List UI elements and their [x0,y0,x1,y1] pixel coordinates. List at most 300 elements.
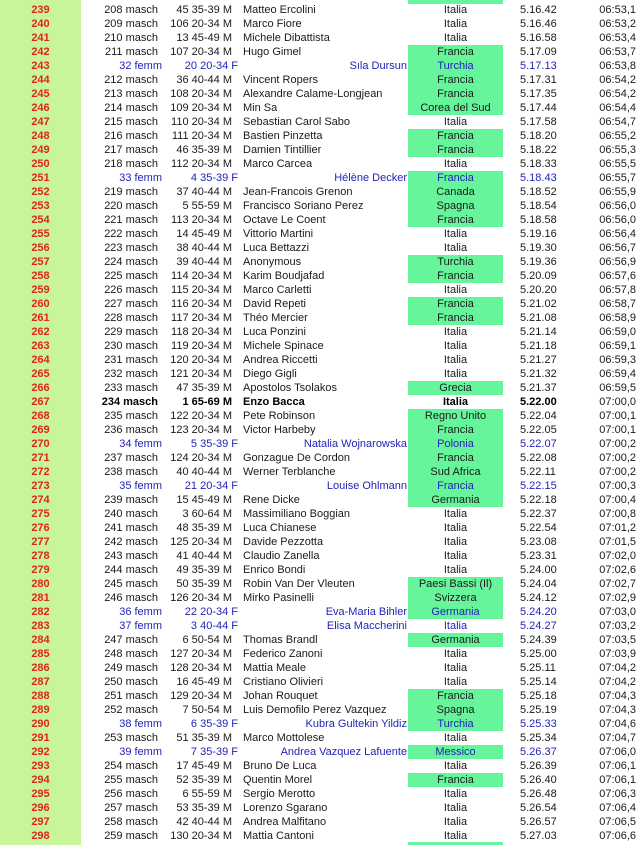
result-row [0,115,640,129]
nationality: Italia [443,788,468,800]
pace: 06:59,0 [599,326,636,338]
result-row [0,549,640,563]
pace: 07:02,9 [599,592,636,604]
gender-rank: 238 masch [104,466,158,478]
finish-time: 5.19.16 [520,228,557,240]
gender-rank: 248 masch [104,648,158,660]
athlete-name: Andrea Malfitano [243,816,327,828]
finish-time: 5.17.44 [520,102,557,114]
category-rank: 38 40-44 M [176,242,232,254]
overall-rank: 252 [31,186,50,198]
category-rank: 42 40-44 M [176,816,232,828]
pace: 06:59,3 [599,354,636,366]
athlete-name: Davide Pezzotta [243,536,324,548]
finish-time: 5.16.58 [520,32,557,44]
pace: 06:56,9 [599,256,636,268]
category-rank: 110 20-34 M [171,116,232,128]
overall-rank: 246 [31,102,50,114]
category-rank: 51 35-39 M [176,732,232,744]
pace: 06:56,0 [599,214,636,226]
finish-time: 5.22.15 [520,480,557,492]
nationality: Italia [443,522,468,534]
result-row [0,689,640,703]
category-rank: 106 20-34 M [170,18,232,30]
finish-time: 5.18.33 [520,158,557,170]
finish-time: 5.22.00 [520,396,557,408]
category-rank: 48 35-39 M [176,522,232,534]
pace: 07:04,6 [599,718,636,730]
category-rank: 36 40-44 M [176,74,232,86]
finish-time: 5.24.00 [520,564,557,576]
athlete-name: Vincent Ropers [243,74,319,86]
overall-rank: 278 [31,550,50,562]
gender-rank: 225 masch [104,270,158,282]
category-rank: 21 20-34 F [184,480,238,492]
finish-time: 5.21.32 [520,368,557,380]
athlete-name: Marco Carletti [243,284,312,296]
overall-rank: 260 [31,298,50,310]
category-rank: 13 45-49 M [176,32,232,44]
overall-rank: 257 [31,256,50,268]
gender-rank: 227 masch [104,298,158,310]
athlete-name: Sebastian Carol Sabo [243,116,351,128]
finish-time: 5.25.19 [520,704,557,716]
athlete-name: Enzo Bacca [243,396,305,408]
gender-rank: 252 masch [104,704,158,716]
finish-time: 5.22.04 [520,410,557,422]
overall-rank: 242 [31,46,50,58]
athlete-name: Sergio Merotto [243,788,316,800]
category-rank: 37 40-44 M [176,186,232,198]
result-row [0,143,640,157]
pace: 07:00,1 [599,424,636,436]
category-rank: 47 35-39 M [176,382,232,394]
overall-rank: 243 [31,60,50,72]
finish-time: 5.18.58 [520,214,557,226]
gender-rank: 214 masch [104,102,158,114]
gender-rank: 212 masch [104,74,158,86]
finish-time: 5.22.11 [520,466,556,478]
overall-rank: 250 [31,158,50,170]
nationality: Italia [443,564,468,576]
result-row [0,577,640,591]
overall-rank: 240 [31,18,50,30]
pace: 07:02,7 [599,578,636,590]
result-row [0,507,640,521]
finish-time: 5.27.03 [520,830,557,842]
pace: 06:54,7 [599,116,636,128]
pace: 06:55,7 [599,172,636,184]
athlete-name: Mattia Meale [243,662,306,674]
category-rank: 127 20-34 M [170,648,232,660]
finish-time: 5.25.18 [520,690,557,702]
category-rank: 39 40-44 M [176,256,232,268]
pace: 07:04,2 [599,662,636,674]
pace: 07:00,8 [599,508,636,520]
finish-time: 5.18.20 [520,130,557,142]
category-rank: 116 20-34 M [171,298,232,310]
gender-rank: 33 femm [119,172,162,184]
nationality: Italia [443,760,468,772]
pace: 07:06,0 [599,746,636,758]
result-row [0,773,640,787]
gender-rank: 246 masch [104,592,158,604]
finish-time: 5.24.12 [520,592,557,604]
nationality: Francia [408,73,503,87]
nationality: Francia [408,297,503,311]
overall-rank: 268 [31,410,50,422]
finish-time: 5.24.39 [520,634,557,646]
overall-rank: 256 [31,242,50,254]
athlete-name: Anonymous [243,256,302,268]
finish-time: 5.24.20 [520,606,557,618]
nationality: Germania [408,493,503,507]
result-row [0,535,640,549]
nationality: Regno Unito [408,409,503,423]
result-row [0,465,640,479]
nationality: Corea del Sud [408,101,503,115]
overall-rank: 265 [31,368,50,380]
category-rank: 5 35-39 F [190,438,238,450]
gender-rank: 249 masch [104,662,158,674]
pace: 06:53,2 [599,18,636,30]
athlete-name: Bastien Pinzetta [243,130,323,142]
pace: 06:55,3 [599,144,636,156]
category-rank: 40 40-44 M [176,466,232,478]
nationality: Grecia [408,381,503,395]
athlete-name: Enrico Bondi [243,564,306,576]
finish-time: 5.26.54 [520,802,557,814]
finish-time: 5.17.13 [520,60,557,72]
athlete-name: Luca Chianese [243,522,317,534]
pace: 06:56,4 [599,228,636,240]
nationality: Italia [442,396,469,408]
pace: 07:06,1 [599,774,636,786]
finish-time: 5.18.43 [520,172,557,184]
overall-rank: 296 [31,802,50,814]
result-row [0,227,640,241]
overall-rank: 292 [31,746,50,758]
nationality: Italia [443,228,468,240]
nationality: Italia [443,732,468,744]
finish-time: 5.17.58 [520,116,557,128]
nationality: Italia [443,32,468,44]
athlete-name: Théo Mercier [243,312,308,324]
category-rank: 41 40-44 M [176,550,232,562]
result-row [0,675,640,689]
gender-rank: 229 masch [104,326,158,338]
overall-rank: 263 [31,340,50,352]
finish-time: 5.22.07 [520,438,557,450]
finish-time: 5.25.00 [520,648,557,660]
result-row [0,815,640,829]
result-row [0,353,640,367]
finish-time: 5.25.11 [520,662,556,674]
category-rank: 1 65-69 M [182,396,232,408]
gender-rank: 226 masch [104,284,158,296]
overall-rank: 295 [31,788,50,800]
result-row [0,255,640,269]
result-row [0,801,640,815]
overall-rank: 276 [31,522,50,534]
athlete-name: Pete Robinson [243,410,316,422]
athlete-name: Lorenzo Sgarano [243,802,328,814]
athlete-name: Gonzague De Cordon [243,452,351,464]
finish-time: 5.17.09 [520,46,557,58]
nationality: Francia [408,213,503,227]
category-rank: 22 20-34 F [184,606,238,618]
nationality: Germania [408,633,503,647]
overall-rank: 262 [31,326,50,338]
result-row [0,311,640,325]
result-row [0,563,640,577]
finish-time: 5.22.05 [520,424,557,436]
athlete-name: Luca Ponzini [243,326,306,338]
gender-rank: 211 masch [105,46,158,58]
overall-rank: 280 [31,578,50,590]
gender-rank: 241 masch [104,522,158,534]
nationality: Italia [443,368,468,380]
result-row [0,129,640,143]
nationality: Italia [443,830,468,842]
result-row [0,269,640,283]
category-rank: 7 50-54 M [182,704,232,716]
finish-time: 5.26.40 [520,774,557,786]
result-row [0,605,640,619]
athlete-name: Mattia Cantoni [243,830,314,842]
athlete-name: Rene Dicke [243,494,300,506]
pace: 06:55,9 [599,186,636,198]
category-rank: 130 20-34 M [170,830,232,842]
overall-rank: 272 [31,466,50,478]
pace: 06:56,7 [599,242,636,254]
overall-rank: 287 [31,676,50,688]
result-row [0,395,640,409]
gender-rank: 233 masch [104,382,158,394]
pace: 06:54,4 [599,102,636,114]
pace: 07:01,5 [599,536,636,548]
overall-rank: 258 [31,270,50,282]
nationality: Turchia [408,717,503,731]
pace: 06:59,4 [599,368,636,380]
pace: 06:53,7 [599,46,636,58]
result-row [0,437,640,451]
overall-rank: 244 [31,74,50,86]
pace: 06:58,7 [599,298,636,310]
category-rank: 14 45-49 M [176,228,232,240]
overall-rank: 261 [31,312,50,324]
result-row [0,367,640,381]
gender-rank: 256 masch [104,788,158,800]
athlete-name: Robin Van Der Vleuten [243,578,355,590]
athlete-name: Matteo Ercolini [243,4,316,16]
category-rank: 50 35-39 M [176,578,232,590]
category-rank: 46 35-39 M [176,144,232,156]
gender-rank: 243 masch [104,550,158,562]
pace: 06:53,8 [599,60,636,72]
finish-time: 5.20.20 [520,284,557,296]
gender-rank: 245 masch [104,578,158,590]
overall-rank: 245 [31,88,50,100]
nationality: Italia [443,648,468,660]
athlete-name: Bruno De Luca [243,760,317,772]
finish-time: 5.22.54 [520,522,557,534]
result-row [0,59,640,73]
athlete-name: Octave Le Coent [243,214,326,226]
category-rank: 122 20-34 M [170,410,232,422]
athlete-name: Sıla Dursun [349,60,407,72]
finish-time: 5.26.39 [520,760,557,772]
gender-rank: 237 masch [104,452,158,464]
result-row [0,185,640,199]
finish-time: 5.21.08 [520,312,557,324]
athlete-name: Johan Rouquet [243,690,318,702]
athlete-name: Andrea Riccetti [243,354,318,366]
category-rank: 4 35-39 F [190,172,238,184]
overall-rank: 254 [31,214,50,226]
pace: 07:06,1 [599,760,636,772]
gender-rank: 221 masch [104,214,158,226]
gender-rank: 38 femm [119,718,162,730]
pace: 06:54,2 [599,74,636,86]
result-row [0,45,640,59]
gender-rank: 36 femm [119,606,162,618]
finish-time: 5.16.42 [520,4,557,16]
overall-rank: 297 [31,816,50,828]
result-row [0,283,640,297]
result-row [0,731,640,745]
athlete-name: Min Sa [243,102,278,114]
category-rank: 109 20-34 M [170,102,232,114]
nationality: Francia [408,311,503,325]
nationality: Francia [408,451,503,465]
nationality: Canada [408,185,503,199]
category-rank: 112 20-34 M [171,158,232,170]
athlete-name: Federico Zanoni [243,648,323,660]
nationality: Italia [443,116,468,128]
overall-rank: 255 [31,228,50,240]
result-row [0,31,640,45]
gender-rank: 219 masch [104,186,158,198]
result-row [0,87,640,101]
category-rank: 6 55-59 M [182,788,232,800]
results-table [0,3,640,843]
finish-time: 5.25.33 [520,718,557,730]
pace: 06:55,5 [599,158,636,170]
finish-time: 5.17.35 [520,88,557,100]
category-rank: 15 45-49 M [176,494,232,506]
category-rank: 129 20-34 M [170,690,232,702]
result-row [0,521,640,535]
result-row [0,3,640,17]
nationality: Paesi Bassi (Il) [408,577,503,591]
pace: 07:06,5 [599,816,636,828]
overall-rank: 266 [31,382,50,394]
pace: 07:03,2 [599,620,636,632]
overall-rank: 270 [31,438,50,450]
finish-time: 5.21.14 [520,326,557,338]
nationality: Italia [443,662,468,674]
result-row [0,633,640,647]
category-rank: 121 20-34 M [170,368,232,380]
nationality: Italia [443,816,468,828]
pace: 07:00,2 [599,452,636,464]
finish-time: 5.26.48 [520,788,557,800]
overall-rank: 277 [31,536,50,548]
overall-rank: 294 [31,774,50,786]
pace: 07:04,3 [599,690,636,702]
finish-time: 5.26.37 [520,746,557,758]
overall-rank: 285 [31,648,50,660]
gender-rank: 218 masch [104,158,158,170]
nationality: Italia [443,620,468,632]
pace: 07:04,2 [599,676,636,688]
finish-time: 5.21.02 [520,298,557,310]
category-rank: 123 20-34 M [170,424,232,436]
pace: 07:04,7 [599,732,636,744]
nationality: Polonia [408,437,503,451]
finish-time: 5.22.08 [520,452,557,464]
pace: 06:58,9 [599,312,636,324]
gender-rank: 209 masch [104,18,158,30]
pace: 07:00,1 [599,410,636,422]
category-rank: 118 20-34 M [171,326,232,338]
nationality: Turchia [408,59,503,73]
result-row [0,171,640,185]
nationality: Italia [443,18,468,30]
gender-rank: 220 masch [104,200,158,212]
nationality: Turchia [408,255,503,269]
overall-rank: 247 [31,116,50,128]
category-rank: 124 20-34 M [170,452,232,464]
overall-rank: 290 [31,718,50,730]
finish-time: 5.25.34 [520,732,557,744]
nationality: Italia [443,4,468,16]
finish-time: 5.21.27 [520,354,557,366]
result-row [0,745,640,759]
pace: 06:59,1 [599,340,636,352]
gender-rank: 217 masch [104,144,158,156]
category-rank: 125 20-34 M [170,536,232,548]
nationality: Italia [443,508,468,520]
category-rank: 49 35-39 M [176,564,232,576]
gender-rank: 32 femm [119,60,162,72]
athlete-name: Damien Tintillier [243,144,322,156]
overall-rank: 281 [31,592,50,604]
overall-rank: 273 [31,480,50,492]
athlete-name: Luca Bettazzi [243,242,310,254]
nationality: Italia [443,326,468,338]
result-row [0,647,640,661]
pace: 07:02,0 [599,550,636,562]
gender-rank: 34 femm [119,438,162,450]
finish-time: 5.25.14 [520,676,557,688]
finish-time: 5.24.27 [520,620,557,632]
gender-rank: 250 masch [104,676,158,688]
gender-rank: 234 masch [101,396,158,408]
finish-time: 5.18.22 [520,144,557,156]
category-rank: 20 20-34 F [184,60,238,72]
pace: 07:03,0 [599,606,636,618]
gender-rank: 239 masch [104,494,158,506]
category-rank: 52 35-39 M [176,774,232,786]
athlete-name: Karim Boudjafad [243,270,325,282]
overall-rank: 284 [31,634,50,646]
overall-rank: 241 [31,32,50,44]
overall-rank: 264 [31,354,50,366]
result-row [0,325,640,339]
pace: 07:03,5 [599,634,636,646]
